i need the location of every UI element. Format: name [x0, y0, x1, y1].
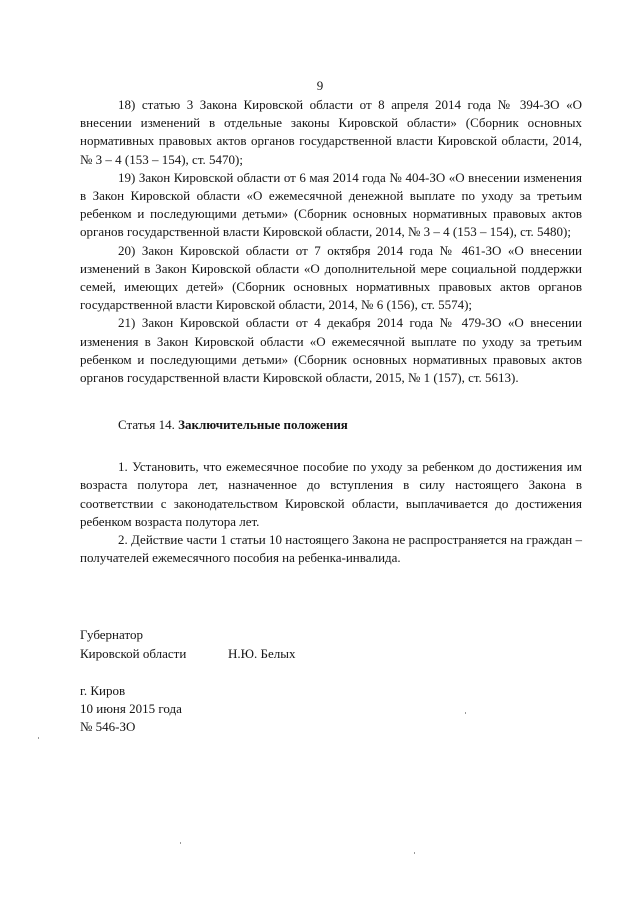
- date: 10 июня 2015 года: [80, 701, 182, 716]
- scan-speck: [180, 842, 181, 844]
- document-body: [80, 96, 582, 567]
- page-number: 9: [316, 78, 324, 93]
- signatory-region: Кировской области: [80, 646, 187, 661]
- signature-block: [80, 625, 295, 663]
- scan-speck: [414, 852, 415, 854]
- list-item: 19) Закон Кировской области от 6 мая 2014 года № 404-ЗО «О внесении изменения в Закон Кировской области «О ежемесячной денежной выплате по уходу за третьим ребенком и последующими детьми» (Сборник основных нормативных правовых актов органов государственной власти Кировской области, 2014, № 3 – 4 (153 – 154), ст. 5480);: [80, 169, 582, 240]
- article-paragraph: 1. Установить, что ежемесячное пособие по уходу за ребенком до достижения им возраста полутора лет, назначенное до вступления в силу настоящего Закона в соответствии с законодательством Кировской области, выплачивается до достижения ребенком возраста полутора лет.: [80, 459, 582, 529]
- signatory-position: Губернатор: [80, 627, 143, 642]
- article-number: Статья 14.: [118, 417, 175, 433]
- list-item: 20) Закон Кировской области от 7 октября 2014 года № 461-ЗО «О внесении изменений в Закон Кировской области «О дополнительной мере социальной поддержки семей, имеющих детей» (Сборник основных нормативных правовых актов органов государственной власти Кировской области, 2014, № 6 (156), ст. 5574);: [80, 242, 582, 313]
- scan-speck: [38, 737, 39, 739]
- list-item: 18) статью 3 Закона Кировской области от 8 апреля 2014 года № 394-ЗО «О внесении изменений в отдельные законы Кировской области» (Сборник основных нормативных правовых актов органов государственной власти Кировской области, 2014, № 3 – 4 (153 – 154), ст. 5470);: [80, 97, 582, 167]
- article-title: Заключительные положения: [178, 417, 348, 433]
- list-item: 21) Закон Кировской области от 4 декабря 2014 года № 479-ЗО «О внесении изменения в Закон Кировской области «О ежемесячной выплате по уходу за третьим ребенком и последующими детьми» (Сборник основных нормативных правовых актов органов государственной власти Кировской области, 2015, № 1 (157), ст. 5613).: [80, 315, 582, 386]
- scan-speck: [465, 712, 466, 714]
- place-date-block: [80, 682, 182, 736]
- article-heading: [80, 416, 582, 434]
- article-paragraph: 2. Действие части 1 статьи 10 настоящего Закона не распространяется на граждан – получателей ежемесячного пособия на ребенка-инвалида.: [80, 532, 582, 566]
- city: г. Киров: [80, 683, 126, 698]
- signatory-name: Н.Ю. Белых: [228, 646, 296, 661]
- law-number: № 546-ЗО: [80, 719, 136, 734]
